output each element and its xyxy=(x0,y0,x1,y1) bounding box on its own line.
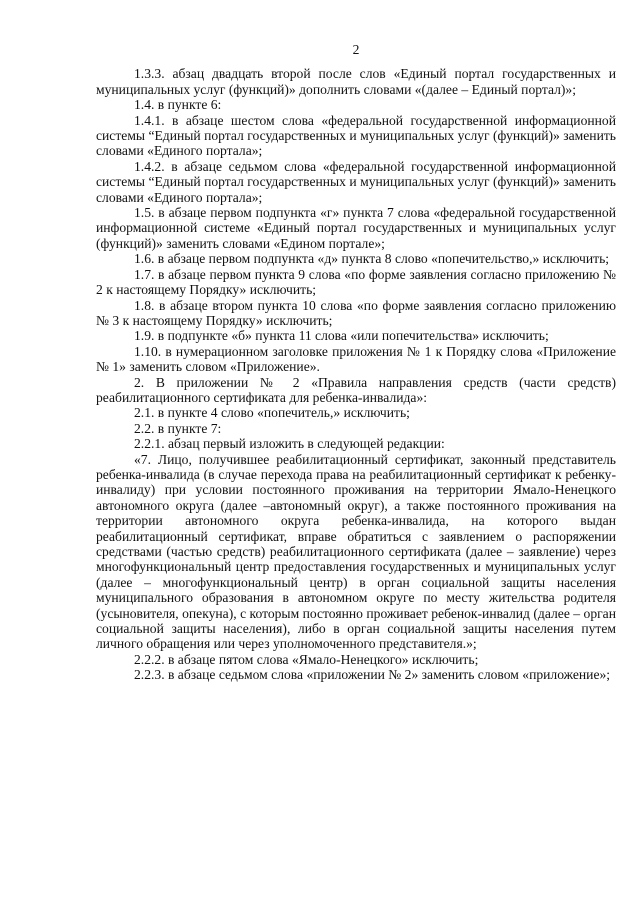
paragraph-1-4: 1.4. в пункте 6: xyxy=(134,97,222,113)
paragraph-1-4-1: 1.4.1. в абзаце шестом слова «федеральной государственной информационной системы “Единый портал государственных и муниципальных услуг (функций)» заменить словами «Единого портала»; xyxy=(96,112,616,159)
paragraph-2-2-3: 2.2.3. в абзаце седьмом слова «приложении № 2» заменить словом «приложение»; xyxy=(134,667,611,683)
paragraph-1-9: 1.9. в подпункте «б» пункта 11 слова «или попечительства» исключить; xyxy=(134,328,549,344)
paragraph-2: 2. В приложении № 2 «Правила направления средств (части средств) реабилитационного сертификата для ребенка-инвалида»: xyxy=(96,374,616,405)
paragraph-2-1: 2.1. в пункте 4 слово «попечитель,» исключить; xyxy=(134,405,410,421)
paragraph-2-2-1: 2.2.1. абзац первый изложить в следующей редакции: xyxy=(134,436,445,452)
paragraph-quoted-item-7: «7. Лицо, получившее реабилитационный сертификат, законный представитель ребенка-инвалида (в случае перехода права на реабилитационный сертификат к ребенку-инвалиду) при условии постоянного проживания на территории Ямало-Ненецкого автономного округа (далее –автономный округ), а также постоянного проживания на территории автономного округа ребенка-инвалида, на которого выдан реабилитационный сертификат, вправе обратиться с заявлением о распоряжении средствами (частью средств) реабилитационного сертификата (далее – заявление) через многофункциональный центр предоставления государственных и муниципальных услуг (далее – многофункциональный центр) в орган социальной защиты населения муниципального образования в автономном округе по месту жительства родителя (усыновителя, опекуна), с которым постоянно проживает ребенок-инвалид (далее – орган социальной защиты населения), либо в орган социальной защиты населения путем личного обращения или через уполномоченного представителя.»; xyxy=(96,451,616,652)
paragraph-1-7: 1.7. в абзаце первом пункта 9 слова «по форме заявления согласно приложению № 2 к настоящему Порядку» исключить; xyxy=(96,266,616,298)
paragraph-1-8: 1.8. в абзаце втором пункта 10 слова «по форме заявления согласно приложению № 3 к настоящему Порядку» исключить; xyxy=(96,297,616,328)
paragraph-1-6: 1.6. в абзаце первом подпункта «д» пункта 8 слово «попечительство,» исключить; xyxy=(134,251,610,267)
paragraph-2-2: 2.2. в пункте 7: xyxy=(134,420,222,436)
paragraph-1-10: 1.10. в нумерационном заголовке приложения № 1 к Порядку слова «Приложение № 1» заменить словом «Приложение». xyxy=(96,343,616,375)
paragraph-2-2-2: 2.2.2. в абзаце пятом слова «Ямало-Ненецкого» исключить; xyxy=(134,651,479,667)
document-page xyxy=(96,42,616,683)
paragraph-1-5: 1.5. в абзаце первом подпункта «г» пункта 7 слова «федеральной государственной информационной системе «Единый портал государственных и муниципальных услуг (функций)» заменить словами «Едином портале»; xyxy=(96,205,616,251)
paragraph-1-3-3: 1.3.3. абзац двадцать второй после слов «Единый портал государственных и муниципальных услуг (функций)» дополнить словами «(далее – Единый портал)»; xyxy=(96,66,616,97)
page-number: 2 xyxy=(352,42,360,57)
paragraph-1-4-2: 1.4.2. в абзаце седьмом слова «федеральной государственной информационной системы “Единый портал государственных и муниципальных услуг (функций)» заменить словами «Единого портала»; xyxy=(96,158,616,205)
